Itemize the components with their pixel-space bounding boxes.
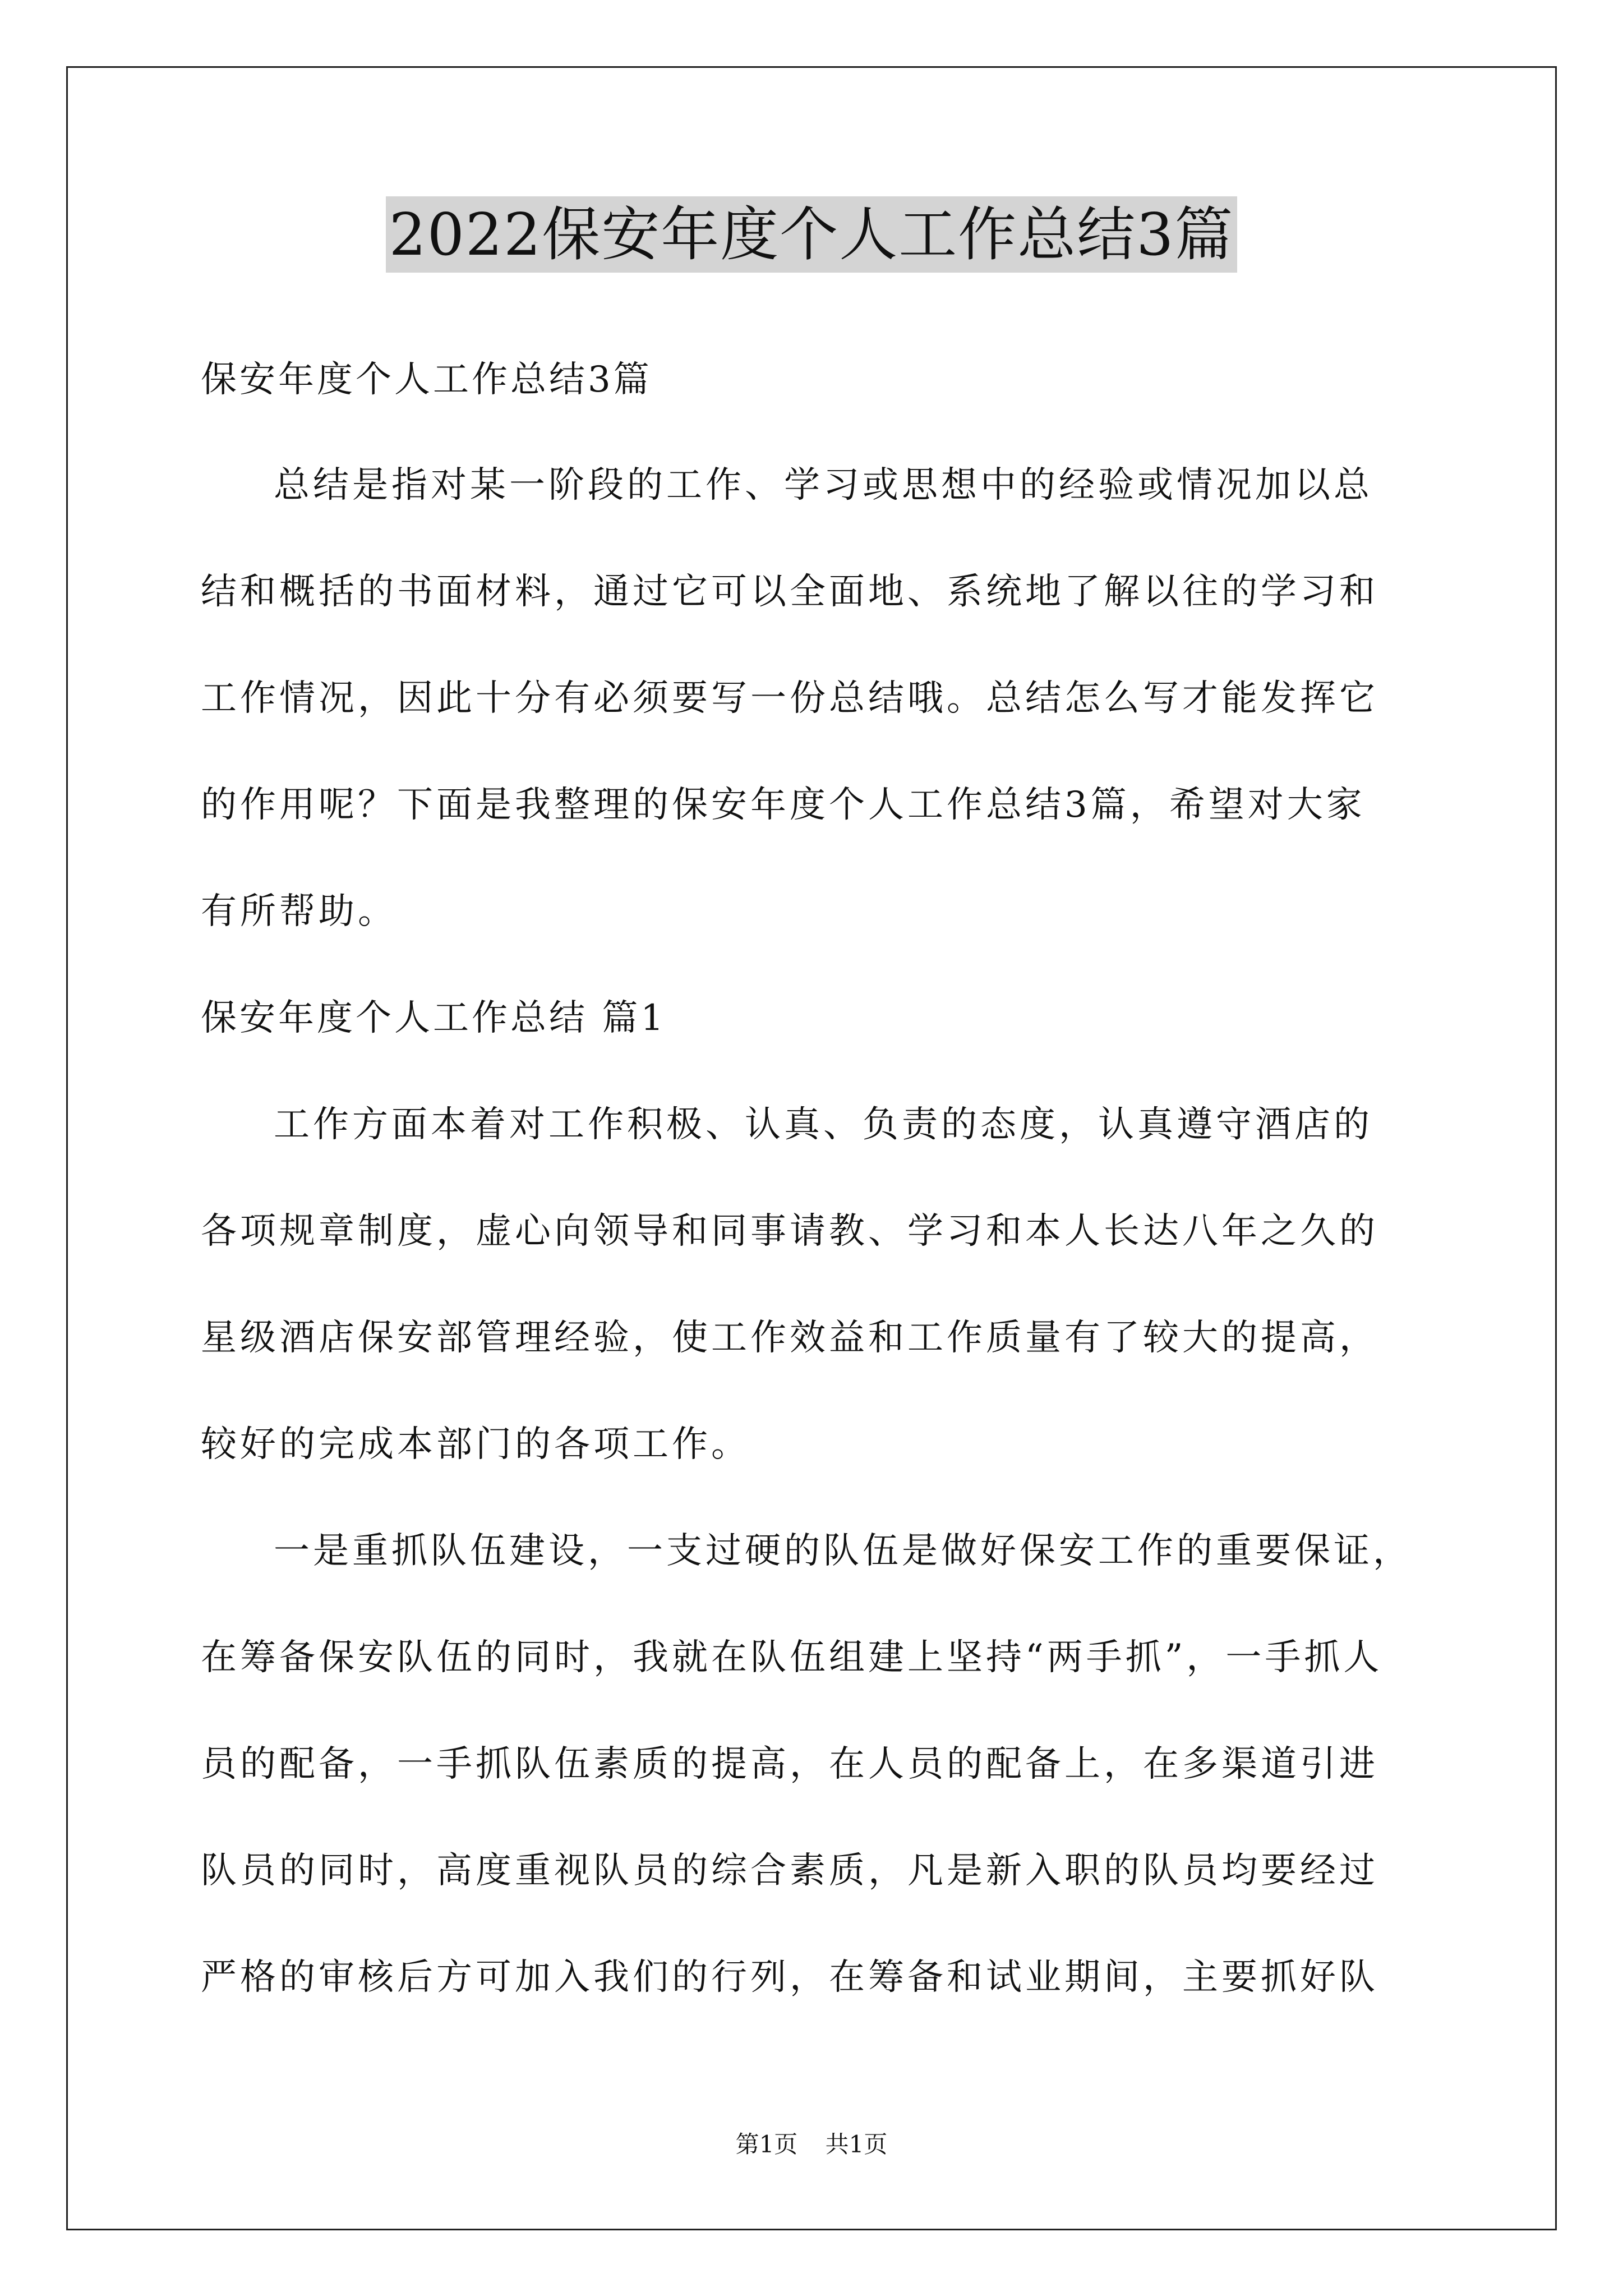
paragraph-line: 严格的审核后方可加入我们的行列，在筹备和试业期间，主要抓好队: [201, 1957, 1378, 1998]
paragraph-line: 队员的同时，高度重视队员的综合素质，凡是新入职的队员均要经过: [201, 1850, 1378, 1892]
document-title: 2022保安年度个人工作总结3篇: [386, 196, 1238, 273]
paragraph-line: 在筹备保安队伍的同时，我就在队伍组建上坚持“两手抓”，一手抓人: [201, 1637, 1383, 1678]
page-number: 第1页: [735, 2131, 798, 2158]
title-container: [0, 196, 1623, 273]
paragraph-line: 工作方面本着对工作积极、认真、负责的态度，认真遵守酒店的: [274, 1104, 1373, 1145]
intro-line: 结和概括的书面材料，通过它可以全面地、系统地了解以往的学习和: [201, 571, 1378, 613]
paragraph-line: 较好的完成本部门的各项工作。: [201, 1424, 750, 1465]
paragraph-line: 一是重抓队伍建设，一支过硬的队伍是做好保安工作的重要保证，: [274, 1530, 1412, 1572]
intro-line: 有所帮助。: [201, 891, 397, 932]
intro-line: 工作情况，因此十分有必须要写一份总结哦。总结怎么写才能发挥它: [201, 678, 1378, 719]
paragraph-line: 员的配备，一手抓队伍素质的提高，在人员的配备上，在多渠道引进: [201, 1743, 1378, 1785]
paragraph-line: 各项规章制度，虚心向领导和同事请教、学习和本人长达八年之久的: [201, 1211, 1378, 1252]
page-total: 共1页: [825, 2131, 888, 2158]
intro-line: 总结是指对某一阶段的工作、学习或思想中的经验或情况加以总: [274, 464, 1373, 506]
page-footer: [0, 2129, 1623, 2160]
section-heading: 保安年度个人工作总结 篇1: [201, 997, 667, 1039]
paragraph-line: 星级酒店保安部管理经验，使工作效益和工作质量有了较大的提高，: [201, 1317, 1378, 1359]
document-subtitle: 保安年度个人工作总结3篇: [201, 359, 652, 401]
intro-line: 的作用呢？下面是我整理的保安年度个人工作总结3篇，希望对大家: [201, 784, 1366, 826]
